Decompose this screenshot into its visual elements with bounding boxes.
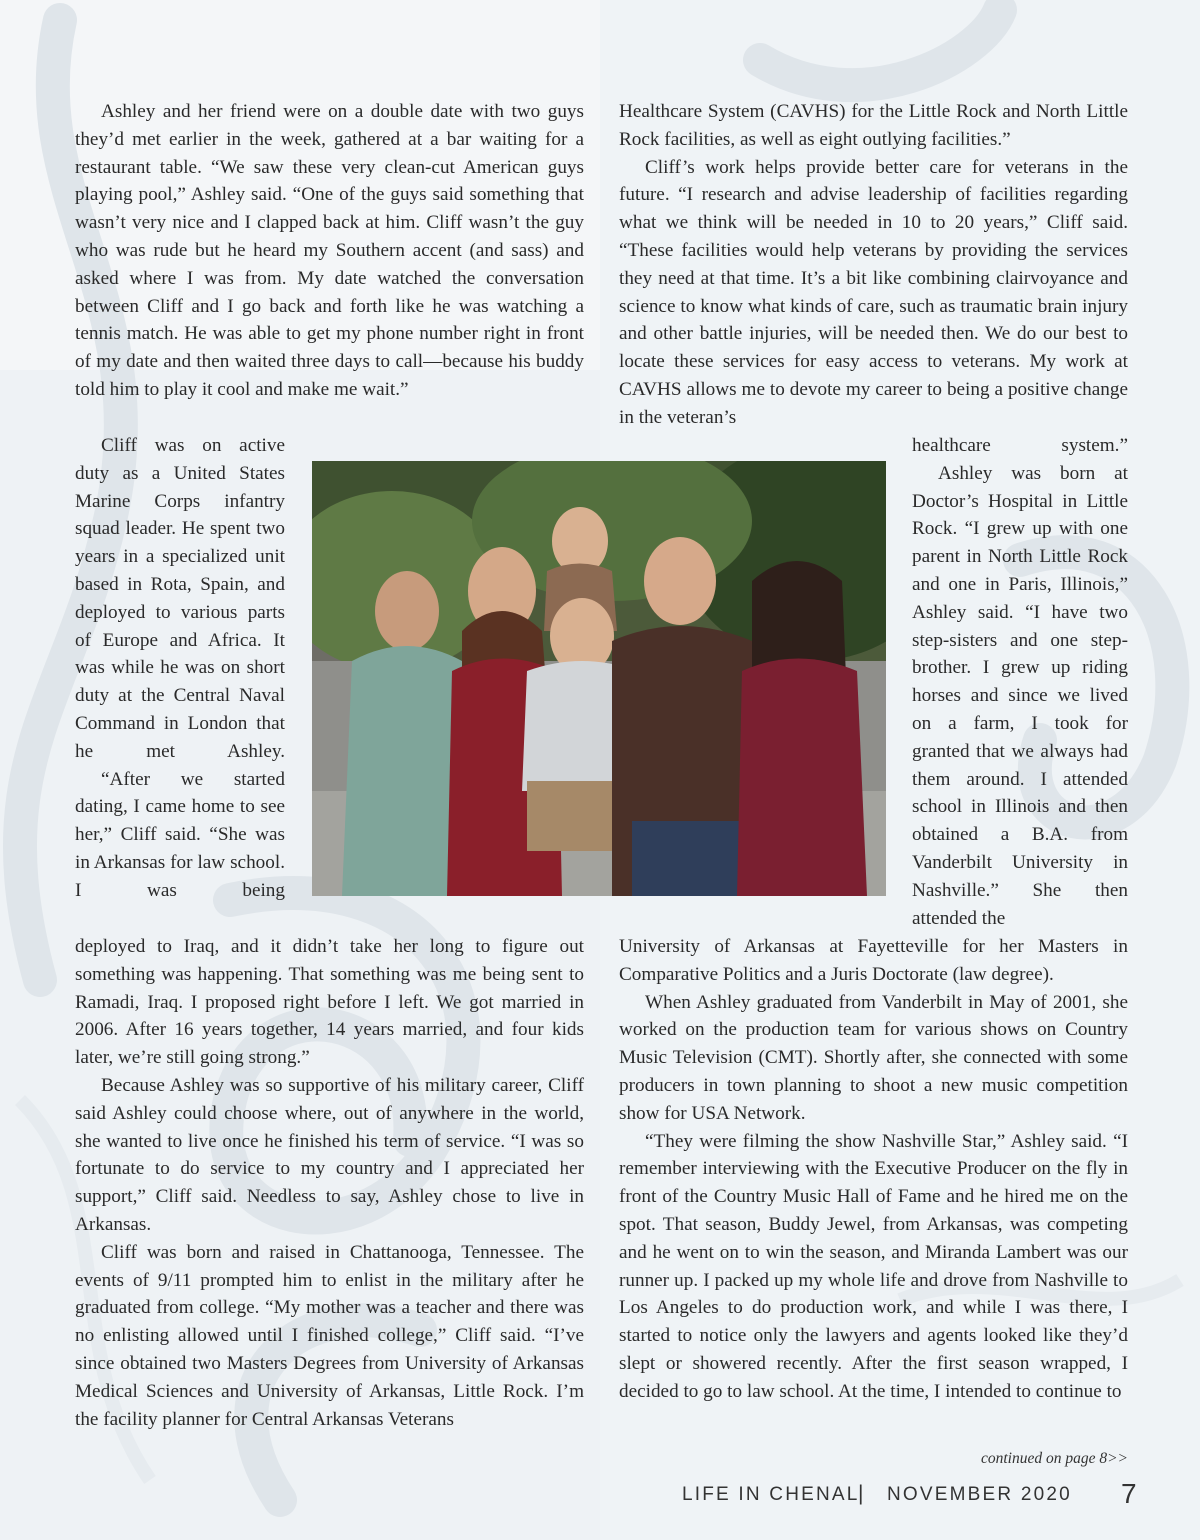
paragraph: deployed to Iraq, and it didn’t take her long to figure out something was happening. That something was me being sent to Ramadi, Iraq. I proposed right before I left. We got married in 2006. After 16 years together, 14 years married, and four kids later, we’re still going strong.” <box>75 936 584 1069</box>
paragraph: “They were filming the show Nashville Star,” Ashley said. “I remember interviewing with the Executive Producer on the fly in front of the Country Music Hall of Fame and he hired me on the spot. That season, Buddy Jewel, from Arkansas, was competing and he went on to win the season, and Miranda Lambert was our runner up. I packed up my whole life and drove from Nashville to Los Angeles to do production work, and while I was there, I started to notice only the lawyers and agents looked like they’d slept or showered recently. After the first season wrapped, I decided to go to law school. At the time, I intended to continue to <box>619 1130 1128 1402</box>
magazine-name: LIFE IN CHENAL <box>682 1484 860 1505</box>
page-number: 7 <box>1121 1478 1137 1509</box>
paragraph: When Ashley graduated from Vanderbilt in May of 2001, she worked on the production team for various shows on Country Music Television (CMT). Shortly after, she connected with some producers in town planning to shoot a new music competition show for USA Network. <box>619 991 1128 1124</box>
issue-date: NOVEMBER 2020 <box>887 1484 1072 1505</box>
paragraph: Cliff was on active duty as a United States Marine Corps infantry squad leader. He spent two years in a specialized unit based in Rota, Spain, and deployed to various parts of Europe and Africa. It was while he was on short duty at the Central Naval Command in London that he met Ashley. <box>75 435 285 762</box>
article-column-left-narrow <box>75 432 285 905</box>
paragraph: Because Ashley was so supportive of his military career, Cliff said Ashley could choose where, out of anywhere in the world, she wanted to live once he finished his term of service. “I was so fortunate to do service to my country and I appreciated her support,” Cliff said. Needless to say, Ashley chose to live in Arkansas. <box>75 1074 584 1235</box>
paragraph: Ashley was born at Doctor’s Hospital in Little Rock. “I grew up with one parent in North Little Rock and one in Paris, Illinois,” Ashley said. “I have two step-sisters and one step-brother. I grew up riding horses and since we lived on a farm, I took for granted that we always had them around. I attended school in Illinois and then obtained a B.A. from Vanderbilt University in Nashville.” She then attended the <box>912 462 1128 929</box>
footer-separator: | <box>858 1482 864 1505</box>
paragraph: Ashley and her friend were on a double date with two guys they’d met earlier in the week, gathered at a bar waiting for a restaurant table. “We saw these very clean-cut American guys playing pool,” Ashley said. “One of the guys said something that wasn’t very nice and I clapped back at him. Cliff wasn’t the guy who was rude but he heard my Southern accent (and sass) and asked where I was from. My date watched the conversation between Cliff and I go back and forth like he was watching a tennis match. He was able to get my phone number right in front of my date and then waited three days to call—because his buddy told him to play it cool and make me wait.” <box>75 101 584 400</box>
paragraph: Cliff was born and raised in Chattanooga, Tennessee. The events of 9/11 prompted him to enlist in the military after he graduated from college. “My mother was a teacher and there was no enlisting allowed until I finished college,” Cliff said. “I’ve since obtained two Masters Degrees from University of Arkansas Medical Sciences and University of Arkansas, Little Rock. I’m the facility planner for Central Arkansas Veterans <box>75 1241 584 1430</box>
paragraph: healthcare system.” <box>912 435 1128 456</box>
family-photo <box>312 461 886 896</box>
page-footer <box>680 1478 1140 1512</box>
article-column-right-bottom <box>619 933 1128 1406</box>
paragraph: Cliff’s work helps provide better care for veterans in the future. “I research and advise leadership of facilities regarding what we think will be needed in 10 to 20 years,” Cliff said. “These facilities would help veterans by providing the services they need at that time. It’s a bit like combining clairvoyance and science to know what kinds of care, such as traumatic brain injury and other battle injuries, will be needed then. We do our best to locate these services for easy access to veterans. My work at CAVHS allows me to devote my career to being a positive change in the veteran’s <box>619 156 1128 428</box>
continued-note: continued on page 8>> <box>980 1450 1128 1467</box>
article-column-right-top <box>619 98 1128 432</box>
paragraph: “After we started dating, I came home to see her,” Cliff said. “She was in Arkansas for law school. I was being <box>75 768 285 901</box>
paragraph: University of Arkansas at Fayetteville for her Masters in Comparative Politics and a Juris Doctorate (law degree). <box>619 936 1128 985</box>
article-column-left-top <box>75 98 584 404</box>
article-column-left-bottom <box>75 933 584 1433</box>
paragraph: Healthcare System (CAVHS) for the Little Rock and North Little Rock facilities, as well as eight outlying facilities.” <box>619 101 1128 150</box>
article-column-right-narrow <box>912 432 1128 932</box>
